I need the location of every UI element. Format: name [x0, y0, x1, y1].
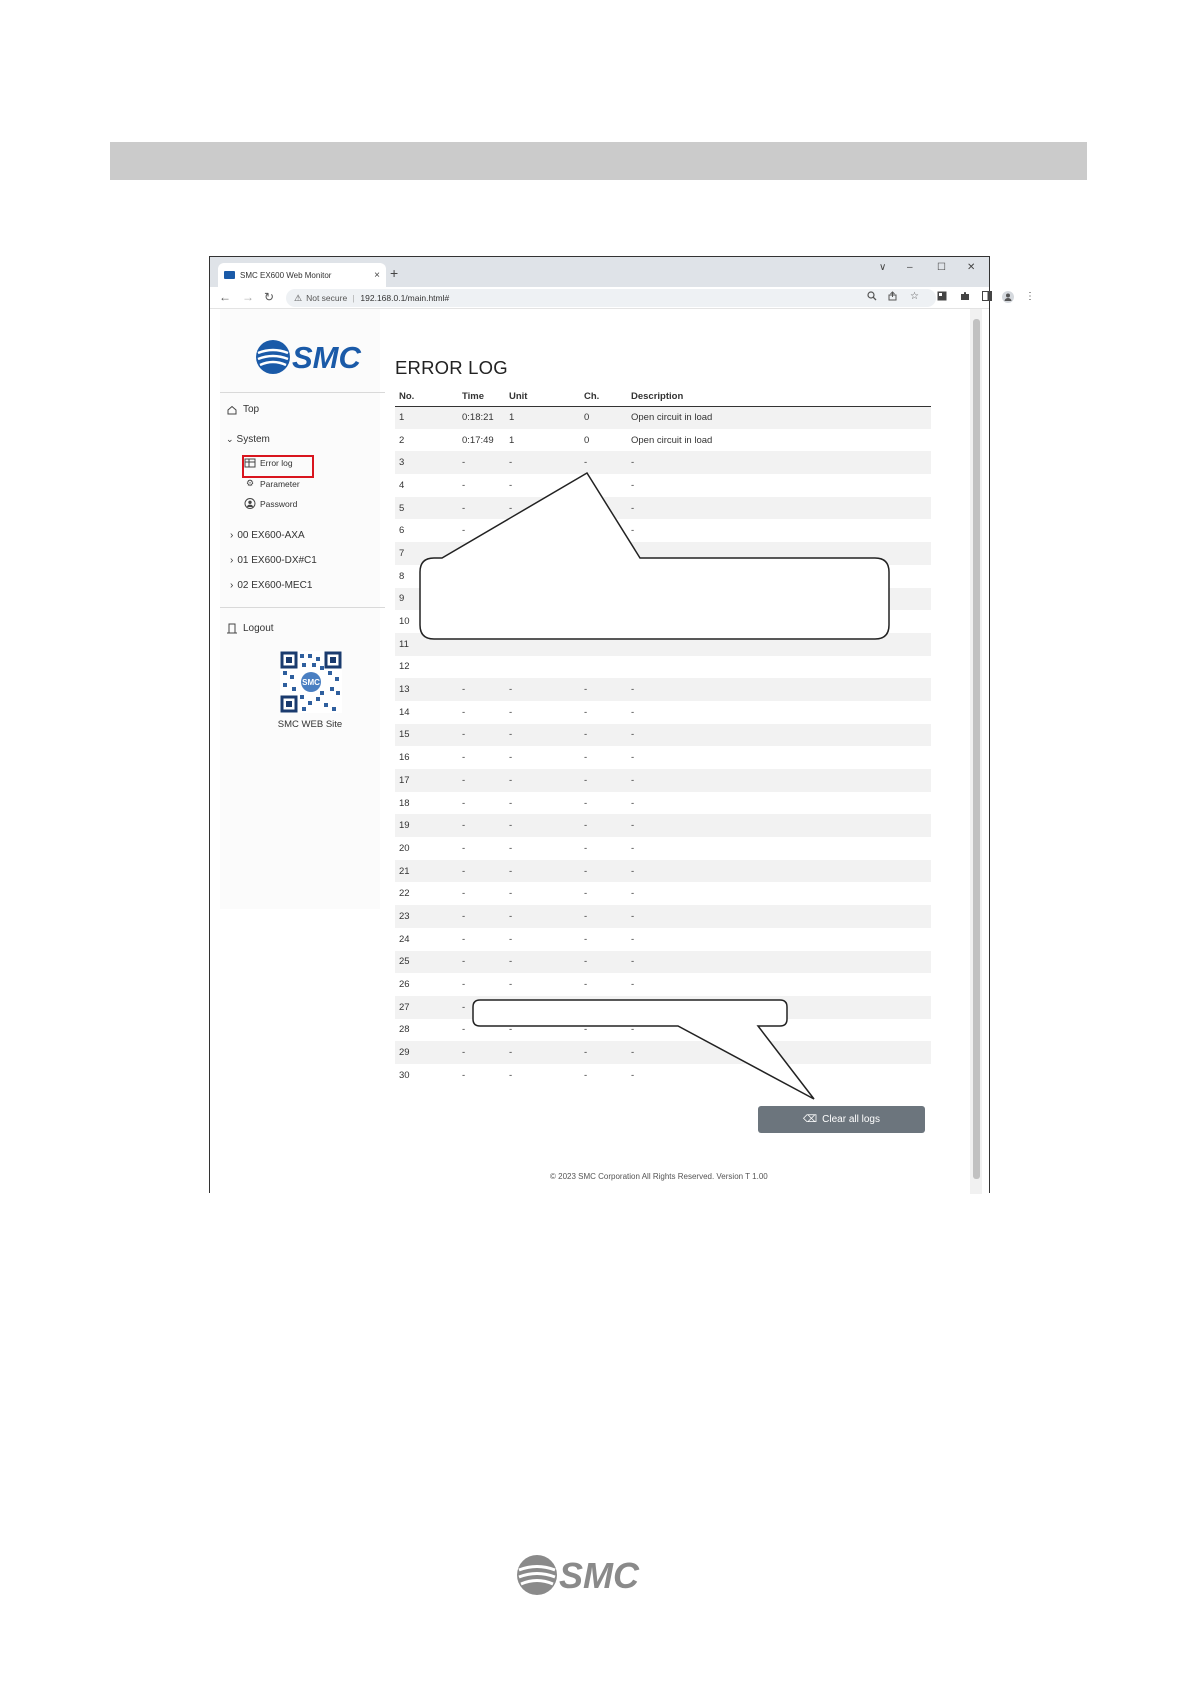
- cell-unit: -: [505, 724, 580, 747]
- cell-no: 1: [395, 406, 458, 429]
- cell-time: 0:18:21: [458, 406, 505, 429]
- sidebar-item-label: System: [236, 434, 270, 445]
- callout-balloon-button: [473, 1000, 814, 1099]
- cell-description: -: [627, 769, 931, 792]
- cell-time: -: [462, 479, 466, 491]
- cell-no: 20: [399, 842, 410, 854]
- cell-no: 26: [399, 979, 410, 991]
- cell-description: -: [631, 706, 635, 718]
- cell-time: -: [462, 1024, 466, 1036]
- cell-time: -: [458, 769, 505, 792]
- cell-unit: -: [505, 678, 580, 701]
- sidebar-item-label: Top: [243, 404, 260, 415]
- cell-no: 13: [395, 678, 458, 701]
- cell-description: -: [631, 797, 635, 809]
- column-header-ch: Ch.: [580, 387, 627, 406]
- maximize-icon[interactable]: ☐: [937, 262, 946, 273]
- cell-time: -: [458, 1041, 505, 1064]
- column-header-description: Description: [627, 387, 931, 406]
- cell-ch: -: [584, 752, 588, 764]
- tab-title: SMC EX600 Web Monitor: [240, 270, 332, 280]
- cell-no: 21: [395, 860, 458, 883]
- cell-description: -: [631, 1024, 635, 1036]
- cell-unit: -: [509, 479, 513, 491]
- chevron-right-icon: ›: [230, 530, 234, 541]
- cell-no: 14: [399, 706, 410, 718]
- cell-unit: -: [509, 752, 513, 764]
- cell-unit: -: [509, 797, 513, 809]
- cell-unit: -: [505, 497, 580, 520]
- cell-ch: -: [580, 451, 627, 474]
- cell-description: -: [631, 933, 635, 945]
- cell-description: -: [631, 479, 635, 491]
- more-menu-icon[interactable]: ⋮: [1025, 291, 1035, 302]
- new-tab-icon[interactable]: +: [390, 265, 399, 281]
- cell-no: 12: [399, 661, 410, 673]
- cell-ch: -: [584, 842, 588, 854]
- cell-unit: -: [505, 451, 580, 474]
- cell-no: 4: [399, 479, 405, 491]
- cell-unit: 1: [509, 434, 515, 446]
- cell-description: -: [627, 451, 931, 474]
- logo-text: SMC: [292, 340, 361, 375]
- warning-icon: ⚠: [294, 292, 303, 303]
- cell-description: -: [627, 860, 931, 883]
- cell-ch: -: [584, 888, 588, 900]
- cell-no: 28: [399, 1024, 410, 1036]
- cell-description: -: [631, 752, 635, 764]
- forward-arrow-icon[interactable]: →: [242, 290, 254, 304]
- cell-time: -: [462, 752, 466, 764]
- window-close-icon[interactable]: ✕: [967, 262, 976, 273]
- cell-description: -: [627, 1041, 931, 1064]
- cell-unit: -: [505, 1041, 580, 1064]
- cell-ch: -: [580, 860, 627, 883]
- footer-logo-text: SMC: [559, 1555, 639, 1596]
- cell-unit: -: [509, 1069, 513, 1081]
- column-header-no: No.: [395, 387, 458, 406]
- url-text: 192.168.0.1/main.html#: [360, 293, 450, 303]
- cell-no: 2: [399, 434, 405, 446]
- cell-time: -: [458, 814, 505, 837]
- back-arrow-icon[interactable]: ←: [219, 290, 231, 304]
- cell-ch: -: [580, 951, 627, 974]
- sidebar-item-label: Logout: [243, 623, 274, 634]
- cell-unit: -: [505, 769, 580, 792]
- cell-ch: -: [584, 706, 588, 718]
- cell-no: 11: [395, 633, 458, 656]
- cell-no: 29: [395, 1041, 458, 1064]
- cell-no: 25: [395, 951, 458, 974]
- cell-no: 8: [399, 570, 405, 582]
- cell-ch: -: [580, 1041, 627, 1064]
- cell-time: -: [462, 842, 466, 854]
- cell-no: 23: [395, 905, 458, 928]
- chevron-right-icon: ›: [230, 555, 234, 566]
- cell-no: 19: [395, 814, 458, 837]
- cell-time: -: [462, 888, 466, 900]
- cell-time: -: [458, 678, 505, 701]
- cell-time: -: [458, 451, 505, 474]
- sidebar-item-label: Error log: [260, 458, 293, 468]
- cell-unit: -: [505, 814, 580, 837]
- page-title: ERROR LOG: [395, 357, 508, 378]
- cell-description: Open circuit in load: [631, 434, 713, 446]
- cell-time: -: [458, 724, 505, 747]
- sidebar-item-label: 02 EX600-MEC1: [237, 580, 313, 591]
- cell-description: -: [631, 979, 635, 991]
- clear-all-logs-label: Clear all logs: [822, 1114, 880, 1125]
- cell-unit: 1: [505, 406, 580, 429]
- copyright-footer: © 2023 SMC Corporation All Rights Reserved. Version T 1.00: [550, 1172, 768, 1181]
- eraser-icon: ⌫: [803, 1114, 818, 1125]
- callout-balloon-table: [420, 473, 889, 639]
- cell-no: 30: [399, 1069, 410, 1081]
- cell-ch: -: [584, 1024, 588, 1036]
- cell-no: 15: [395, 724, 458, 747]
- cell-time: -: [458, 905, 505, 928]
- column-header-unit: Unit: [505, 387, 580, 406]
- cell-time: -: [458, 497, 505, 520]
- cell-no: 27: [395, 996, 458, 1019]
- profile-avatar-icon[interactable]: [1002, 291, 1014, 303]
- cell-ch: -: [580, 814, 627, 837]
- cell-no: 3: [395, 451, 458, 474]
- cell-description: -: [627, 905, 931, 928]
- close-tab-icon[interactable]: ×: [374, 269, 380, 281]
- column-header-time: Time: [458, 387, 505, 406]
- cell-unit: -: [509, 979, 513, 991]
- cell-unit: -: [505, 905, 580, 928]
- cell-no: 10: [399, 616, 410, 628]
- cell-ch: -: [580, 769, 627, 792]
- cell-time: -: [458, 860, 505, 883]
- cell-description: -: [627, 497, 931, 520]
- address-separator: |: [352, 293, 355, 303]
- chevron-down-icon: ⌄: [226, 434, 234, 444]
- cell-ch: -: [580, 905, 627, 928]
- cell-ch: -: [584, 979, 588, 991]
- cell-time: -: [462, 979, 466, 991]
- cell-no: 22: [399, 888, 410, 900]
- cell-unit: -: [509, 706, 513, 718]
- cell-time: -: [462, 1069, 466, 1081]
- chevron-right-icon: ›: [230, 580, 234, 591]
- cell-description: -: [627, 678, 931, 701]
- cell-ch: 0: [584, 434, 590, 446]
- cell-no: 24: [399, 933, 410, 945]
- cell-unit: -: [509, 1024, 513, 1036]
- cell-unit: -: [505, 860, 580, 883]
- cell-time: 0:17:49: [462, 434, 494, 446]
- sidebar-item-label: Parameter: [260, 478, 300, 489]
- cell-ch: -: [584, 797, 588, 809]
- cell-no: 9: [395, 588, 458, 611]
- cell-time: -: [462, 706, 466, 718]
- cell-description: -: [627, 814, 931, 837]
- cell-description: -: [631, 1069, 635, 1081]
- browser-screenshot: [209, 256, 1035, 1193]
- qr-logo-text: SMC: [302, 678, 320, 687]
- minimize-icon[interactable]: –: [907, 262, 913, 273]
- qr-caption[interactable]: SMC WEB Site: [277, 719, 343, 730]
- sidebar-item-label: 00 EX600-AXA: [237, 530, 305, 541]
- sidebar-item-label: 01 EX600-DX#C1: [237, 555, 317, 566]
- cell-unit: -: [505, 951, 580, 974]
- cell-unit: -: [509, 842, 513, 854]
- cell-description: Open circuit in load: [627, 406, 931, 429]
- cell-description: -: [631, 525, 635, 537]
- cell-ch: -: [584, 933, 588, 945]
- reload-icon[interactable]: ↻: [264, 290, 275, 304]
- cell-ch: -: [580, 724, 627, 747]
- smc-footer-logo: [515, 1550, 645, 1600]
- cell-unit: -: [509, 933, 513, 945]
- cell-description: -: [631, 888, 635, 900]
- sidebar-item-label: Password: [260, 498, 298, 509]
- cell-ch: -: [580, 678, 627, 701]
- cell-time: -: [458, 951, 505, 974]
- cell-time: -: [462, 797, 466, 809]
- cell-time: -: [462, 933, 466, 945]
- cell-ch: 0: [580, 406, 627, 429]
- cell-no: 16: [399, 752, 410, 764]
- cell-time: -: [462, 525, 466, 537]
- tab-search-icon[interactable]: ∨: [879, 262, 887, 273]
- cell-description: -: [627, 724, 931, 747]
- cell-time: -: [458, 996, 505, 1019]
- cell-no: 6: [399, 525, 405, 537]
- cell-no: 17: [395, 769, 458, 792]
- cell-description: -: [627, 951, 931, 974]
- security-label: Not secure: [306, 293, 348, 303]
- cell-no: 18: [399, 797, 410, 809]
- callout-overlay: [210, 257, 991, 1194]
- cell-ch: -: [584, 1069, 588, 1081]
- cell-unit: -: [509, 888, 513, 900]
- cell-no: 5: [395, 497, 458, 520]
- section-header-band: [110, 142, 1087, 180]
- bookmark-star-icon[interactable]: ☆: [910, 291, 919, 302]
- cell-no: 7: [395, 542, 458, 565]
- cell-description: -: [631, 842, 635, 854]
- gear-icon: ⚙: [245, 478, 255, 488]
